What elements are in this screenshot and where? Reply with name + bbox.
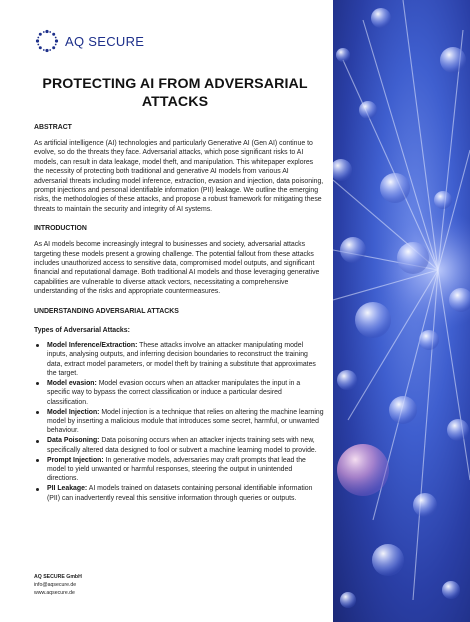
footer bbox=[34, 574, 82, 597]
abstract-heading: ABSTRACT bbox=[34, 124, 72, 131]
dotted-ring-icon bbox=[35, 29, 59, 53]
attack-types-subheading: Types of Adversarial Attacks: bbox=[34, 326, 130, 334]
list-item-text: Model evasion occurs when an attacker manipulates the input in a specific way to bypass the correct classification or induce a particular desired classification. bbox=[47, 379, 301, 406]
introduction-heading: INTRODUCTION bbox=[34, 225, 87, 233]
list-item bbox=[47, 484, 324, 503]
list-item bbox=[47, 379, 324, 407]
glass-spheres-art bbox=[333, 0, 470, 622]
list-item bbox=[47, 408, 324, 436]
list-item bbox=[47, 341, 324, 379]
list-item-term: PII Leakage: bbox=[47, 485, 88, 493]
list-item-term: Model Injection: bbox=[47, 408, 100, 416]
footer-email[interactable]: info@aqsecure.de bbox=[34, 581, 77, 588]
logo bbox=[35, 29, 144, 53]
abstract-body: As artificial intelligence (AI) technologies and particularly Generative AI (Gen AI) continue to evolve, so do the threats they face. Adversarial attacks, which pose significant risks to AI models, can result in data leakage, model theft, and manipulation. This whitepaper explores the necessity of protecting both traditional and generative AI models from various AI adversarial threats including model inference, extraction, evasion and injection, data poisoning, prompt injections and personal identifiable information (PII) leakage. We outline the emerging risks, the methodologies of these attacks, and propose a robust framework for mitigating these threats to maintain the security and integrity of AI systems. bbox=[34, 140, 324, 213]
footer-company: AQ SECURE GmbH bbox=[34, 574, 82, 580]
understanding-heading: UNDERSTANDING ADVERSARIAL ATTACKS bbox=[34, 307, 179, 315]
list-item-text: AI models trained on datasets containing personal identifiable information (PII) can inadvertently reveal this sensitive information through queries or outputs. bbox=[47, 485, 313, 502]
introduction-body: As AI models become increasingly integral to businesses and society, adversarial attacks targeting these models present a growing challenge. The potential fallout from these attacks includes unauthorized access to sensitive data, compromised model outputs, and significant financial and reputational damage. Both traditional AI models and those leveraging generative capabilities are vulnerable to diverse attack vectors, necessitating a comprehensive understanding of the risks and appropriate countermeasures. bbox=[34, 241, 320, 296]
list-item bbox=[47, 436, 324, 455]
list-item-text: Model injection is a technique that relies on altering the machine learning model by inserting a malicious module that introduces some secret, harmful, or unwanted behaviour. bbox=[47, 408, 324, 435]
list-item-term: Prompt Injection: bbox=[47, 456, 104, 464]
footer-website[interactable]: www.aqsecure.de bbox=[34, 589, 75, 596]
main-content bbox=[34, 123, 324, 504]
sphere-artwork bbox=[333, 0, 470, 622]
list-item-text: In generative models, adversaries may craft prompts that lead the model to yield unwanted or harmful responses, steering the output in unintended directions. bbox=[47, 456, 306, 483]
page-title: PROTECTING AI FROM ADVERSARIAL ATTACKS bbox=[42, 76, 308, 110]
list-item bbox=[47, 456, 324, 484]
logo-text: AQ SECURE bbox=[65, 33, 145, 49]
attack-types-list bbox=[34, 341, 324, 503]
list-item-text: Data poisoning occurs when an attacker injects training sets with new, specifically altered data designed to fool or subvert a machine learning model to provide. bbox=[47, 437, 317, 454]
list-item-text: These attacks involve an attacker manipulating model inputs, analysing outputs, and inferring decision boundaries to reconstruct the training data, extract model parameters, or model theft by training a substitute that approximates the target. bbox=[47, 341, 316, 377]
list-item-term: Model evasion: bbox=[47, 379, 97, 387]
list-item-term: Model Inference/Extraction: bbox=[47, 341, 138, 349]
list-item-term: Data Poisoning: bbox=[47, 437, 100, 445]
